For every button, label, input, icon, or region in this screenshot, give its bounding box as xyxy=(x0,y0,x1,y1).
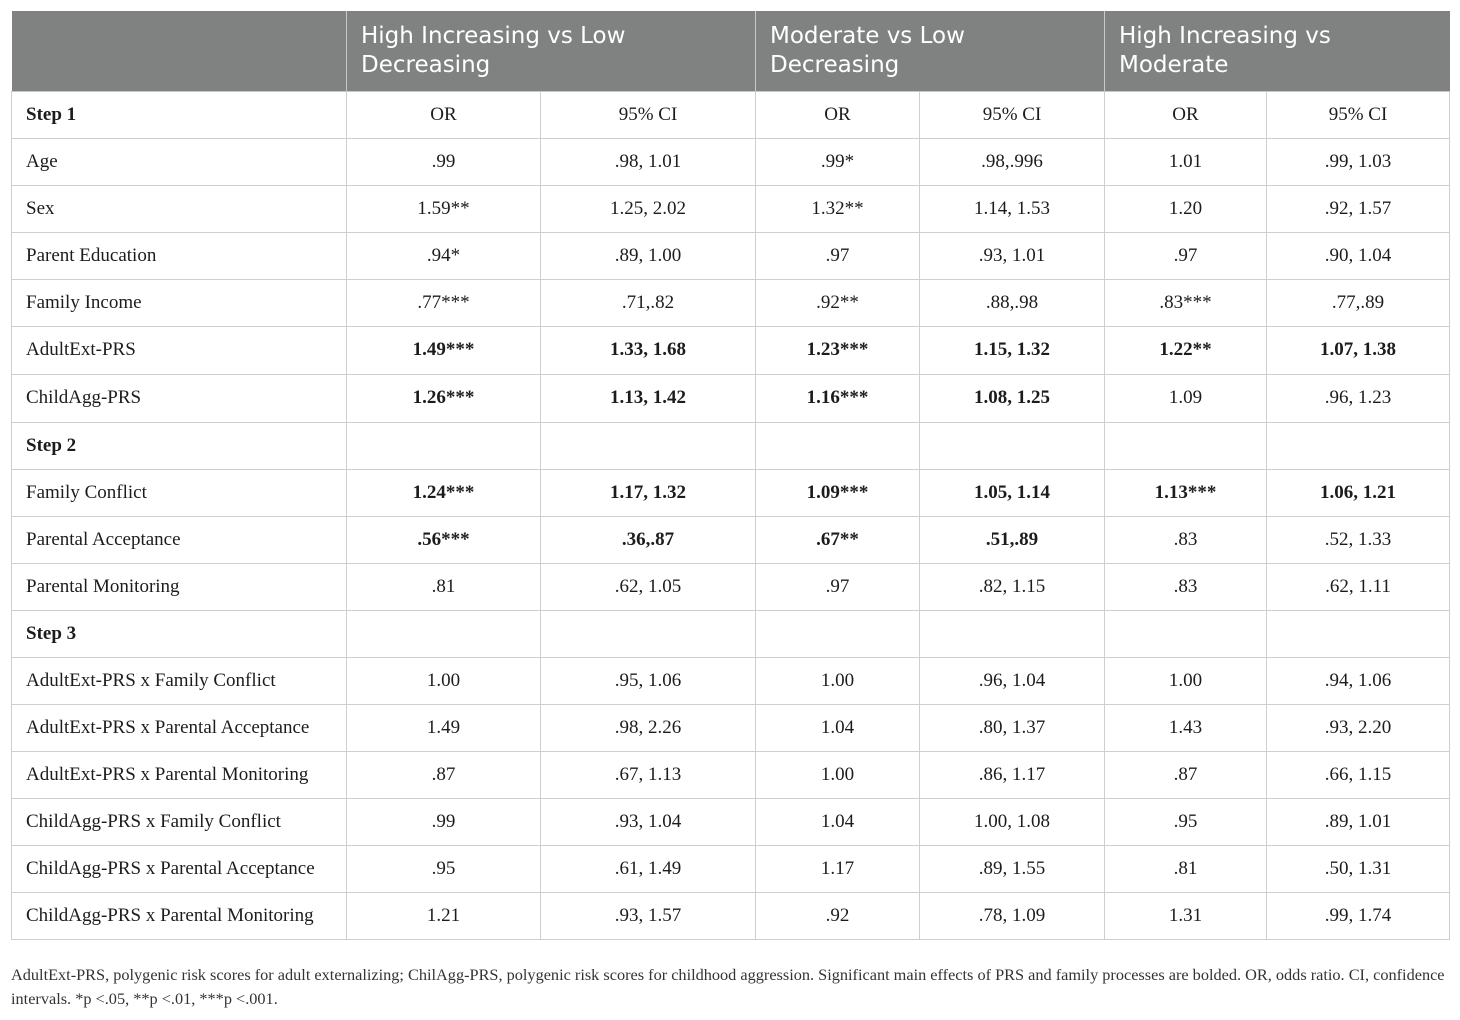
ci-cell: .96, 1.23 xyxy=(1267,374,1450,422)
table-row xyxy=(12,138,1450,185)
or-cell: 1.59** xyxy=(347,185,541,232)
table-row xyxy=(12,563,1450,610)
ci-cell: .71,.82 xyxy=(541,279,756,326)
ci-cell: .93, 1.04 xyxy=(541,798,756,845)
step-row xyxy=(12,91,1450,138)
or-cell xyxy=(347,610,541,657)
or-cell: 1.22** xyxy=(1105,326,1267,374)
ci-cell: .36,.87 xyxy=(541,516,756,563)
header-row xyxy=(12,11,1450,91)
or-cell: .56*** xyxy=(347,516,541,563)
or-cell: .81 xyxy=(1105,845,1267,892)
table-row xyxy=(12,279,1450,326)
table-row xyxy=(12,845,1450,892)
row-label: ChildAgg-PRS x Family Conflict xyxy=(12,798,347,845)
ci-cell: 95% CI xyxy=(1267,91,1450,138)
or-cell: 1.26*** xyxy=(347,374,541,422)
row-label: AdultExt-PRS x Family Conflict xyxy=(12,657,347,704)
ci-cell: 1.06, 1.21 xyxy=(1267,469,1450,516)
table-row xyxy=(12,516,1450,563)
table-row xyxy=(12,469,1450,516)
table-row xyxy=(12,751,1450,798)
or-cell: .95 xyxy=(1105,798,1267,845)
header-group-moderate-vs-low: Moderate vs Low Decreasing xyxy=(756,11,1105,91)
ci-cell: 95% CI xyxy=(541,91,756,138)
header-group-high-vs-low: High Increasing vs Low Decreasing xyxy=(347,11,756,91)
row-label: ChildAgg-PRS x Parental Monitoring xyxy=(12,892,347,939)
ci-cell: .80, 1.37 xyxy=(920,704,1105,751)
ci-cell: .66, 1.15 xyxy=(1267,751,1450,798)
step-label: Step 2 xyxy=(12,422,347,469)
ci-cell: .89, 1.01 xyxy=(1267,798,1450,845)
or-cell: .83 xyxy=(1105,516,1267,563)
ci-cell xyxy=(1267,610,1450,657)
ci-cell: 95% CI xyxy=(920,91,1105,138)
row-label: Parental Acceptance xyxy=(12,516,347,563)
ci-cell: 1.14, 1.53 xyxy=(920,185,1105,232)
or-cell: .97 xyxy=(756,232,920,279)
or-cell: .77*** xyxy=(347,279,541,326)
row-label: Age xyxy=(12,138,347,185)
or-cell xyxy=(756,422,920,469)
or-cell: 1.32** xyxy=(756,185,920,232)
or-cell: 1.20 xyxy=(1105,185,1267,232)
row-label: Family Income xyxy=(12,279,347,326)
or-cell: 1.49 xyxy=(347,704,541,751)
step-row xyxy=(12,610,1450,657)
step-label: Step 3 xyxy=(12,610,347,657)
ci-cell xyxy=(541,422,756,469)
table-row xyxy=(12,232,1450,279)
ci-cell: .98, 2.26 xyxy=(541,704,756,751)
or-cell: .99* xyxy=(756,138,920,185)
ci-cell: .99, 1.03 xyxy=(1267,138,1450,185)
or-cell: 1.31 xyxy=(1105,892,1267,939)
ci-cell xyxy=(920,610,1105,657)
or-cell: .83 xyxy=(1105,563,1267,610)
header-group-high-vs-moderate: High Increasing vs Moderate xyxy=(1105,11,1450,91)
ci-cell: 1.00, 1.08 xyxy=(920,798,1105,845)
ci-cell xyxy=(920,422,1105,469)
ci-cell: .77,.89 xyxy=(1267,279,1450,326)
or-cell: .95 xyxy=(347,845,541,892)
odds-ratio-table xyxy=(11,11,1450,940)
step-row xyxy=(12,422,1450,469)
ci-cell: 1.17, 1.32 xyxy=(541,469,756,516)
or-cell: OR xyxy=(1105,91,1267,138)
row-label: AdultExt-PRS xyxy=(12,326,347,374)
table-row xyxy=(12,185,1450,232)
or-cell xyxy=(756,610,920,657)
or-cell: 1.00 xyxy=(756,751,920,798)
or-cell: 1.23*** xyxy=(756,326,920,374)
ci-cell: .93, 1.57 xyxy=(541,892,756,939)
or-cell: .92 xyxy=(756,892,920,939)
or-cell: OR xyxy=(347,91,541,138)
or-cell: .81 xyxy=(347,563,541,610)
table-footnote: AdultExt-PRS, polygenic risk scores for adult externalizing; ChilAgg-PRS, polygenic risk scores for childhood aggression. Significant main effects of PRS and family processes are bolded. OR, odds ratio. CI, confidence intervals. *p <.05, **p <.01, ***p <.001. xyxy=(11,965,1445,1008)
or-cell: .97 xyxy=(756,563,920,610)
ci-cell: .62, 1.05 xyxy=(541,563,756,610)
or-cell: .99 xyxy=(347,138,541,185)
or-cell: 1.01 xyxy=(1105,138,1267,185)
ci-cell: .67, 1.13 xyxy=(541,751,756,798)
table-header xyxy=(12,11,1450,91)
table-body xyxy=(12,91,1450,939)
or-cell: .99 xyxy=(347,798,541,845)
ci-cell: 1.05, 1.14 xyxy=(920,469,1105,516)
row-label: Family Conflict xyxy=(12,469,347,516)
ci-cell: 1.33, 1.68 xyxy=(541,326,756,374)
or-cell: .92** xyxy=(756,279,920,326)
or-cell xyxy=(1105,610,1267,657)
results-table-container xyxy=(11,11,1449,940)
or-cell: 1.13*** xyxy=(1105,469,1267,516)
ci-cell: .98, 1.01 xyxy=(541,138,756,185)
or-cell: .97 xyxy=(1105,232,1267,279)
ci-cell: 1.07, 1.38 xyxy=(1267,326,1450,374)
ci-cell: .90, 1.04 xyxy=(1267,232,1450,279)
or-cell: 1.09*** xyxy=(756,469,920,516)
row-label: Sex xyxy=(12,185,347,232)
ci-cell: .52, 1.33 xyxy=(1267,516,1450,563)
or-cell: OR xyxy=(756,91,920,138)
or-cell: 1.00 xyxy=(1105,657,1267,704)
ci-cell: .95, 1.06 xyxy=(541,657,756,704)
table-row xyxy=(12,326,1450,374)
or-cell: 1.04 xyxy=(756,704,920,751)
ci-cell: .92, 1.57 xyxy=(1267,185,1450,232)
step-label: Step 1 xyxy=(12,91,347,138)
ci-cell: .50, 1.31 xyxy=(1267,845,1450,892)
or-cell: .83*** xyxy=(1105,279,1267,326)
row-label: AdultExt-PRS x Parental Monitoring xyxy=(12,751,347,798)
table-row xyxy=(12,657,1450,704)
row-label: ChildAgg-PRS xyxy=(12,374,347,422)
ci-cell xyxy=(541,610,756,657)
ci-cell: .51,.89 xyxy=(920,516,1105,563)
or-cell: 1.00 xyxy=(756,657,920,704)
ci-cell: .99, 1.74 xyxy=(1267,892,1450,939)
or-cell: 1.16*** xyxy=(756,374,920,422)
or-cell: .87 xyxy=(1105,751,1267,798)
header-corner-cell xyxy=(12,11,347,91)
or-cell: 1.49*** xyxy=(347,326,541,374)
row-label: Parental Monitoring xyxy=(12,563,347,610)
ci-cell: .82, 1.15 xyxy=(920,563,1105,610)
or-cell: 1.17 xyxy=(756,845,920,892)
ci-cell: 1.25, 2.02 xyxy=(541,185,756,232)
or-cell: 1.21 xyxy=(347,892,541,939)
ci-cell: 1.13, 1.42 xyxy=(541,374,756,422)
table-row xyxy=(12,704,1450,751)
ci-cell: 1.08, 1.25 xyxy=(920,374,1105,422)
ci-cell: .98,.996 xyxy=(920,138,1105,185)
or-cell xyxy=(347,422,541,469)
ci-cell: .88,.98 xyxy=(920,279,1105,326)
ci-cell: .96, 1.04 xyxy=(920,657,1105,704)
row-label: ChildAgg-PRS x Parental Acceptance xyxy=(12,845,347,892)
table-row xyxy=(12,798,1450,845)
or-cell: .67** xyxy=(756,516,920,563)
table-row xyxy=(12,892,1450,939)
ci-cell: .62, 1.11 xyxy=(1267,563,1450,610)
ci-cell: .86, 1.17 xyxy=(920,751,1105,798)
table-row xyxy=(12,374,1450,422)
row-label: Parent Education xyxy=(12,232,347,279)
or-cell: 1.43 xyxy=(1105,704,1267,751)
ci-cell: .61, 1.49 xyxy=(541,845,756,892)
or-cell xyxy=(1105,422,1267,469)
or-cell: 1.09 xyxy=(1105,374,1267,422)
ci-cell: .89, 1.55 xyxy=(920,845,1105,892)
ci-cell: .93, 2.20 xyxy=(1267,704,1450,751)
ci-cell: 1.15, 1.32 xyxy=(920,326,1105,374)
ci-cell xyxy=(1267,422,1450,469)
or-cell: 1.04 xyxy=(756,798,920,845)
ci-cell: .94, 1.06 xyxy=(1267,657,1450,704)
ci-cell: .78, 1.09 xyxy=(920,892,1105,939)
row-label: AdultExt-PRS x Parental Acceptance xyxy=(12,704,347,751)
or-cell: 1.00 xyxy=(347,657,541,704)
ci-cell: .89, 1.00 xyxy=(541,232,756,279)
or-cell: .94* xyxy=(347,232,541,279)
or-cell: 1.24*** xyxy=(347,469,541,516)
or-cell: .87 xyxy=(347,751,541,798)
ci-cell: .93, 1.01 xyxy=(920,232,1105,279)
